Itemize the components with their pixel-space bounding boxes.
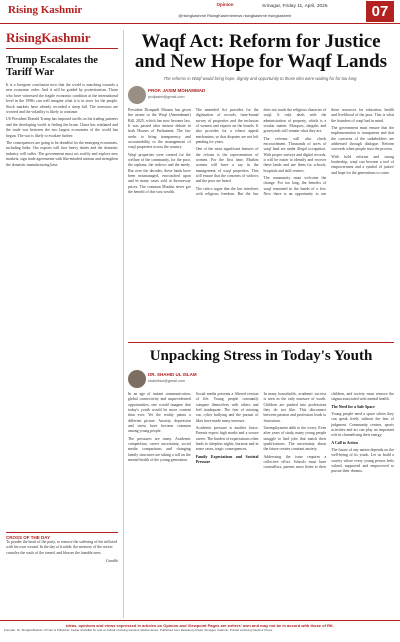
- editorial-column: [6, 30, 118, 170]
- article1-paragraph: One of the most significant features of the reform is the representation of women. For the first time, Muslim women will have a say in the management of waqf properties. This will ensure that the concerns of widows and the poor are heard.: [195, 147, 259, 184]
- article2-paragraph: The pressures are many. Academic competition, career uncertainty, social media comparisons and changing family structures are taking a toll on the mental health of the young generation.: [128, 436, 191, 463]
- article1-paragraph: The government must ensure that the implementation is transparent and that the concerns of the stakeholders are addressed through dialogue. Reform succeeds when people trust the process.: [331, 126, 394, 152]
- article-divider: [128, 342, 394, 343]
- article2-subheading: The Need for a Safe Space: [331, 404, 375, 409]
- article1-paragraph: The critics argue that the law interferes with religious freedom. But the law does not touch the religious character of waqf. It only deals with the administration of property, which is a secular matter. Mosques, dargahs and graveyards will remain what they are.: [195, 108, 327, 197]
- editorial-paragraph: US President Donald Trump has imposed tariffs on his trading partners and the developing world is feeling the brunt. China has retaliated and the trade war between the two largest economies of the world has begun. The war is likely to escalate further.: [6, 117, 118, 138]
- article2-paragraph: Social media presents a filtered version of life. Young people constantly compare themselves with others and feel inadequate. The fear of missing out, cyber bullying and the pursuit of likes have made many insecure.: [195, 392, 259, 423]
- article1-paragraph: Waqf properties were created for the welfare of the community, for the poor, the orphans, the widows and the needy. But over the decades, these lands have been mismanaged, encroached upon and in many cases sold at throwaway prices. The common Muslim never got the benefit of this vast wealth.: [128, 152, 191, 195]
- editorial-paragraph: It is a foregone conclusion now that the world is marching towards a new economic order. And it will be guided by protectionism. Those who have witnessed the fragile economic condition at the international level in the 1990s can well imagine what it is in store for the people. Stock markets have already recorded a steep fall. The investors are worried and the volatility is likely to continue.: [6, 83, 118, 115]
- article2-paragraph: Addressing the issue requires a collective effort. Schools must have counsellors, parents must listen to their children, and society must remove the stigma associated with mental health.: [263, 392, 394, 470]
- column-divider: [123, 30, 124, 618]
- article1-paragraph: With bold reforms and strong leadership, waqf can become a tool of empowerment and a symbol of justice and hope for the generations to come.: [331, 154, 394, 175]
- article1-author-photo: [128, 86, 146, 104]
- article1-email: profjasim@gmail.com: [148, 95, 185, 99]
- page-number: 07: [366, 1, 394, 22]
- article1-paragraph: The reforms will also check encroachment. Thousands of acres of waqf land are under illegal occupation. With proper surveys and digital records, it will be easier to identify and recover these lands and use them for schools, hospitals and skill centres.: [263, 136, 327, 173]
- article1-paragraph: The amended Act provides for the digitisation of records, time-bound survey of properties and the inclusion of women and experts on the boards. It also provides for a robust appeal mechanism, so that disputes are not left pending for years.: [195, 108, 259, 145]
- masthead-tagline: Opinion: [216, 2, 234, 7]
- masthead-logo: Rising Kashmir: [8, 4, 83, 16]
- editorial-logo: RisingKashmir: [6, 30, 118, 49]
- article2-subheading: A Call to Action: [331, 440, 358, 445]
- article2-author-photo: [128, 370, 146, 388]
- article2-email: shahidsul@gmail.com: [148, 379, 186, 383]
- article1-deck: The reforms in Waqf would bring hope, dignity and opportunity to those who were waiting for far too long: [163, 76, 357, 81]
- thought-of-day: [6, 540, 118, 564]
- thought-text: To ponder the heart of the party, to remove the suffering of the inflicted with his own wound. In the day of trouble, the memory of the action consoles the souls of the tamed, and blesses the humble ones.: [6, 540, 118, 555]
- article2-subheading: Family Expectations and Societal Pressure: [195, 454, 259, 465]
- article1-body: [128, 108, 394, 338]
- article2-title: Unpacking Stress in Today's Youth: [149, 348, 373, 364]
- thought-signature: Gandhi: [106, 558, 118, 564]
- article2-paragraph: In many households, academic success is seen as the only measure of worth. Children are pushed into professions they do not like. This disconnect between passion and profession leads to frustration.: [263, 392, 327, 423]
- article2-author: DR. SHAHID UL ISLAM: [148, 372, 197, 377]
- article2-paragraph: Young people need a space where they can speak freely without the fear of judgment. Community centres, sports activities and art can play an important role in channelising their energy.: [331, 412, 394, 438]
- editorial-paragraph: The consequences are going to be dreadful for the emerging economies, including India. Our exports will face heavy duties and the domestic industry will suffer. The government must act swiftly and explore new markets, sign trade agreements with like-minded nations and strengthen the domestic manufacturing base.: [6, 141, 118, 167]
- article1-title: Waqf Act: Reform for Justice and New Hope for Waqf Lands: [134, 31, 388, 72]
- masthead-social: @risingkashmir RisingKashmirnews risingkashmir risingkashmir: [178, 13, 292, 18]
- article2-body: [128, 392, 394, 614]
- article1-paragraph: The community must welcome the change. For too long, the benefits of waqf remained in the hands of a few. Now there is an opportunity to use these resources for education, health and livelihood of the poor. This is what the founders of waqf had in mind.: [263, 108, 394, 197]
- disclaimer: Ideas, opinions and views expressed in articles on Opinion and Viewpoint Pages are writers' own and may not be in accord with those of RK.: [0, 620, 400, 628]
- article2-paragraph: In an age of instant communication, global connectivity and unprecedented opportunities, one would imagine that today's youth would be more content than ever. Yet the reality paints a different picture. Anxiety, depression and stress have become common among young people.: [128, 392, 191, 434]
- article2-paragraph: The future of any nation depends on the well-being of its youth. Let us build a society where every young person feels valued, supported and empowered to pursue their dreams.: [331, 448, 394, 474]
- thought-of-day-heading: CROSS OF THE DAY: [6, 532, 118, 540]
- article1-paragraph: President Droupadi Murmu has given her assent to the Waqf (Amendment) Bill, 2025, which has now become law. It was passed after intense debate in both Houses of Parliament. The law seeks to bring transparency and accountability to the management of waqf properties across the country.: [128, 108, 191, 150]
- imprint: Founder: Dr. Shujaat Bukhari. Printer & Publisher: Kaisar Muzaffar for and on behalf of Rising Kashmir Media House. Published from Residency Road, Srinagar, Kashmir. Printed at Rising Kashmir Press.: [4, 628, 273, 632]
- masthead: [0, 0, 400, 24]
- masthead-date: Srinagar, Friday 11, April, 2025: [262, 4, 328, 9]
- article2-paragraph: Unemployment adds to the worry. Even after years of study, many young people struggle to find jobs that match their qualifications. The uncertainty about the future creates constant anxiety.: [263, 426, 327, 452]
- editorial-body: [6, 83, 118, 168]
- editorial-title: Trump Escalates the Tariff War: [6, 55, 98, 78]
- article1-author: PROF. JASIM MOHAMMAD: [148, 88, 206, 93]
- article2-paragraph: Academic pressure is another factor. Parents expect high marks and a secure career. The burden of expectations often leads to sleepless nights, burnout and in some cases, tragic consequences.: [195, 426, 259, 452]
